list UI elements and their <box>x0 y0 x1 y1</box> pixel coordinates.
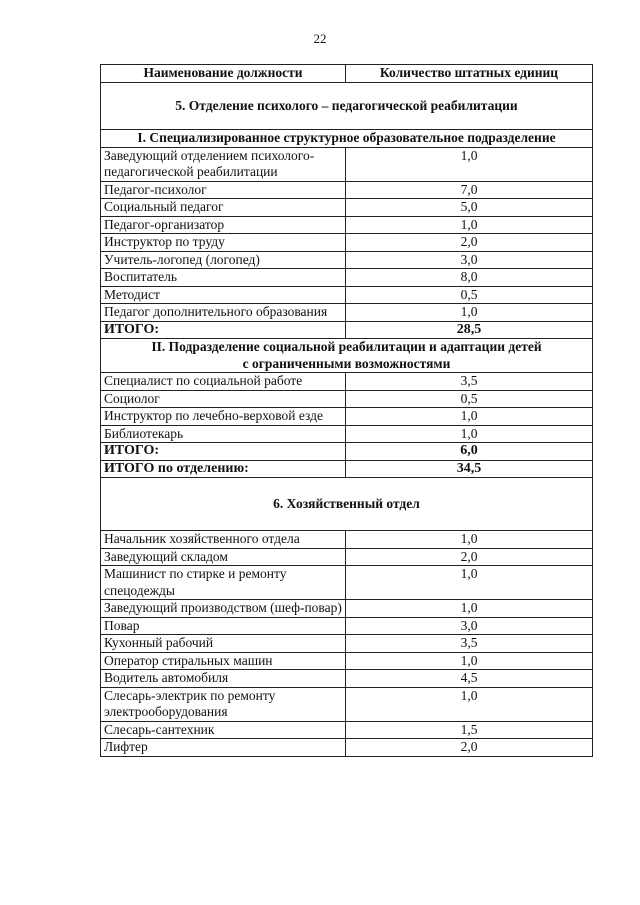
subtotal-label: ИТОГО: <box>101 321 346 339</box>
page-number: 22 <box>313 31 327 46</box>
table-row <box>101 721 593 739</box>
table-header-row <box>101 65 593 83</box>
subdivision-row <box>101 130 593 148</box>
table-row <box>101 251 593 269</box>
position-count: 5,0 <box>346 199 593 217</box>
table-row <box>101 408 593 426</box>
position-name: Учитель-логопед (логопед) <box>101 251 346 269</box>
dept5-sub1-title: I. Специализированное структурное образовательное подразделение <box>101 130 593 148</box>
position-count: 4,5 <box>346 670 593 688</box>
position-count: 1,0 <box>346 600 593 618</box>
dept6-title: 6. Хозяйственный отдел <box>101 478 593 531</box>
position-count: 3,0 <box>346 251 593 269</box>
position-count: 1,0 <box>346 147 593 181</box>
department-row <box>101 478 593 531</box>
position-name: Машинист по стирке и ремонту спецодежды <box>101 566 346 600</box>
position-name: Инструктор по труду <box>101 234 346 252</box>
position-name: Инструктор по лечебно-верховой езде <box>101 408 346 426</box>
position-name: Специалист по социальной работе <box>101 373 346 391</box>
position-name: Слесарь-сантехник <box>101 721 346 739</box>
position-count: 3,0 <box>346 617 593 635</box>
table-row <box>101 670 593 688</box>
position-count: 1,0 <box>346 652 593 670</box>
department-total-row <box>101 460 593 478</box>
position-name: Педагог-организатор <box>101 216 346 234</box>
position-count: 2,0 <box>346 739 593 757</box>
table-row <box>101 304 593 322</box>
position-name: Повар <box>101 617 346 635</box>
position-count: 8,0 <box>346 269 593 287</box>
position-count: 0,5 <box>346 390 593 408</box>
table-row <box>101 269 593 287</box>
table-row <box>101 739 593 757</box>
table-row <box>101 147 593 181</box>
position-name: Педагог-психолог <box>101 181 346 199</box>
subtotal-value: 6,0 <box>346 443 593 461</box>
position-count: 7,0 <box>346 181 593 199</box>
header-count: Количество штатных единиц <box>346 65 593 83</box>
table-row <box>101 425 593 443</box>
table-row <box>101 181 593 199</box>
position-name: Лифтер <box>101 739 346 757</box>
position-name: Кухонный рабочий <box>101 635 346 653</box>
position-count: 3,5 <box>346 635 593 653</box>
position-name: Социолог <box>101 390 346 408</box>
dept5-title: 5. Отделение психолого – педагогической реабилитации <box>101 83 593 130</box>
table-row <box>101 687 593 721</box>
position-name: Заведующий производством (шеф-повар) <box>101 600 346 618</box>
department-row <box>101 83 593 130</box>
table-row <box>101 531 593 549</box>
position-name: Библиотекарь <box>101 425 346 443</box>
table-row <box>101 652 593 670</box>
table-row <box>101 234 593 252</box>
table-row <box>101 390 593 408</box>
position-count: 1,0 <box>346 566 593 600</box>
position-count: 1,0 <box>346 304 593 322</box>
position-name: Оператор стиральных машин <box>101 652 346 670</box>
position-name: Методист <box>101 286 346 304</box>
table-row <box>101 600 593 618</box>
position-count: 1,0 <box>346 531 593 549</box>
subtotal-row <box>101 321 593 339</box>
position-count: 1,0 <box>346 216 593 234</box>
position-name: Слесарь-электрик по ремонту электрооборудования <box>101 687 346 721</box>
subtotal-row <box>101 443 593 461</box>
position-count: 1,0 <box>346 408 593 426</box>
header-position: Наименование должности <box>101 65 346 83</box>
table-row <box>101 635 593 653</box>
table-row <box>101 548 593 566</box>
position-count: 2,0 <box>346 548 593 566</box>
dept5-sub2-title: II. Подразделение социальной реабилитации и адаптации детей с ограниченными возможностями <box>101 339 593 373</box>
subdivision-row <box>101 339 593 373</box>
department-total-value: 34,5 <box>346 460 593 478</box>
staffing-table <box>100 64 593 757</box>
position-count: 1,0 <box>346 687 593 721</box>
position-count: 3,5 <box>346 373 593 391</box>
position-name: Водитель автомобиля <box>101 670 346 688</box>
subtotal-label: ИТОГО: <box>101 443 346 461</box>
position-name: Заведующий складом <box>101 548 346 566</box>
position-count: 2,0 <box>346 234 593 252</box>
position-count: 1,5 <box>346 721 593 739</box>
position-name: Социальный педагог <box>101 199 346 217</box>
table-row <box>101 199 593 217</box>
position-name: Педагог дополнительного образования <box>101 304 346 322</box>
position-count: 0,5 <box>346 286 593 304</box>
position-name: Заведующий отделением психолого-педагогической реабилитации <box>101 147 346 181</box>
table-row <box>101 373 593 391</box>
position-name: Начальник хозяйственного отдела <box>101 531 346 549</box>
position-name: Воспитатель <box>101 269 346 287</box>
table-row <box>101 216 593 234</box>
subtotal-value: 28,5 <box>346 321 593 339</box>
position-count: 1,0 <box>346 425 593 443</box>
table-row <box>101 286 593 304</box>
table-row <box>101 617 593 635</box>
department-total-label: ИТОГО по отделению: <box>101 460 346 478</box>
table-row <box>101 566 593 600</box>
